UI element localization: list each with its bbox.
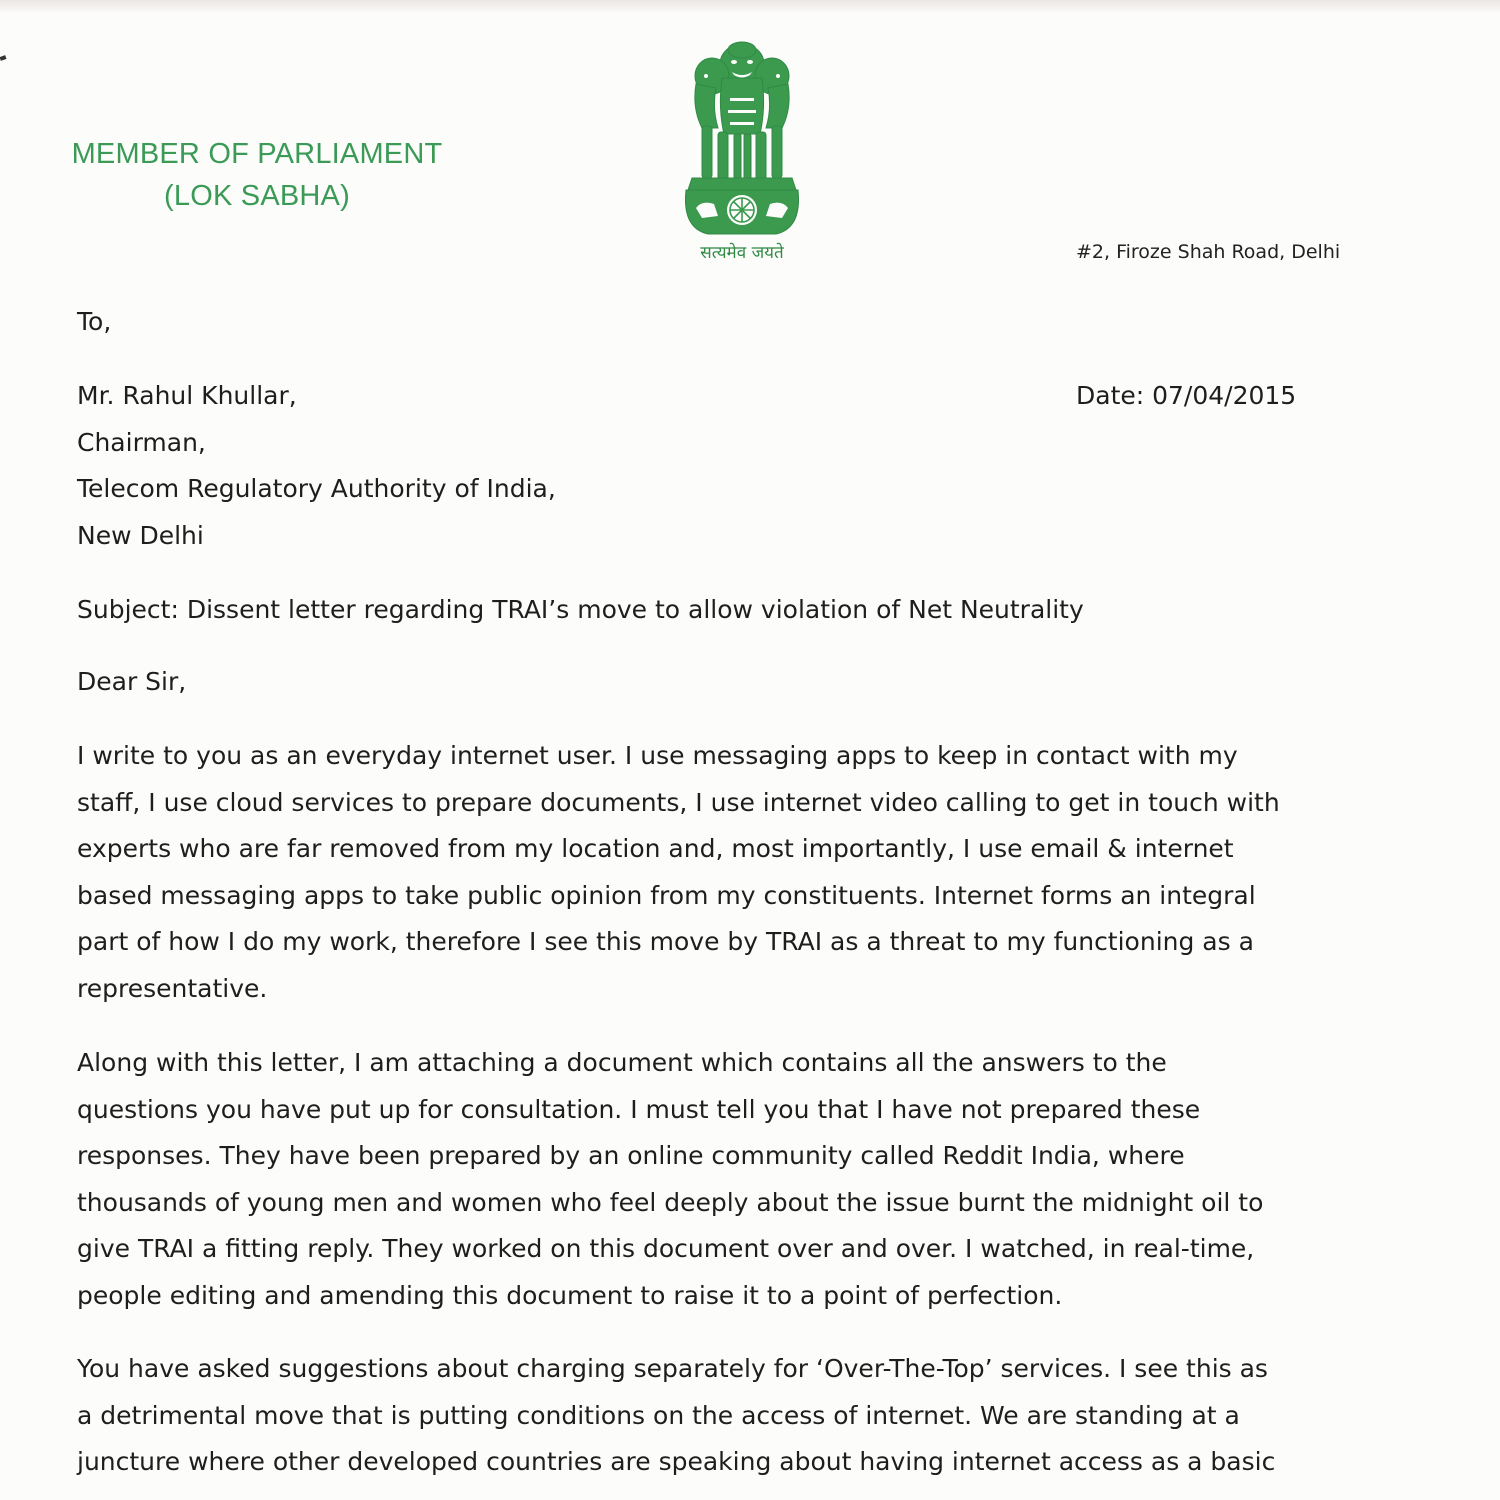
body-paragraph-2 — [77, 1040, 1263, 1319]
recipient-name: Mr. Rahul Khullar, — [77, 381, 297, 410]
scan-top-edge — [0, 0, 1500, 14]
paragraph-line: representative. — [77, 973, 268, 1003]
recipient-city: New Delhi — [77, 520, 204, 550]
greeting: Dear Sir, — [77, 667, 187, 696]
paragraph-line: based messaging apps to take public opinion from my constituents. Internet forms an integral — [77, 880, 1256, 910]
letter-date: Date: 07/04/2015 — [1076, 381, 1297, 410]
paragraph-line: experts who are far removed from my location and, most importantly, I use email & internet — [77, 834, 1234, 863]
recipient-organization: Telecom Regulatory Authority of India, — [77, 474, 556, 503]
paragraph-line: part of how I do my work, therefore I see this move by TRAI as a threat to my functioning as a — [77, 927, 1254, 956]
paragraph-line: thousands of young men and women who feel deeply about the issue burnt the midnight oil to — [77, 1187, 1264, 1217]
letterhead-title-line2: (LOK SABHA) — [164, 180, 350, 212]
letterhead-title-line1: MEMBER OF PARLIAMENT — [71, 138, 443, 170]
recipient-designation: Chairman, — [77, 427, 206, 457]
emblem-motto: सत्यमेव जयते — [700, 243, 784, 263]
paragraph-line: a detrimental move that is putting conditions on the access of internet. We are standing at a — [77, 1400, 1240, 1430]
paragraph-line: questions you have put up for consultation. I must tell you that I have not prepared these — [77, 1094, 1201, 1124]
to-salutation: To, — [77, 307, 112, 336]
national-emblem-icon — [672, 38, 812, 270]
body-paragraph-3 — [77, 1346, 1275, 1486]
paragraph-line: responses. They have been prepared by an online community called Reddit India, where — [77, 1141, 1185, 1170]
sender-address: #2, Firoze Shah Road, Delhi — [1076, 241, 1341, 263]
letterhead-title — [56, 133, 458, 217]
body-paragraph-1 — [77, 733, 1280, 1012]
paragraph-line: give TRAI a fitting reply. They worked on this document over and over. I watched, in real-time, — [77, 1234, 1255, 1263]
paragraph-line: people editing and amending this document to raise it to a point of perfection. — [77, 1280, 1063, 1310]
paragraph-line: staff, I use cloud services to prepare documents, I use internet video calling to get in touch with — [77, 787, 1280, 817]
paragraph-line: I write to you as an everyday internet user. I use messaging apps to keep in contact with my — [77, 741, 1238, 770]
paragraph-line: Along with this letter, I am attaching a document which contains all the answers to the — [77, 1048, 1167, 1077]
scan-edge-mark — [0, 55, 7, 61]
subject-line: Subject: Dissent letter regarding TRAI’s move to allow violation of Net Neutrality — [77, 595, 1084, 624]
paragraph-line: juncture where other developed countries are speaking about having internet access as a basic — [77, 1447, 1276, 1476]
recipient-block — [77, 373, 556, 559]
paragraph-line: You have asked suggestions about charging separately for ‘Over-The-Top’ services. I see this as — [77, 1354, 1268, 1383]
